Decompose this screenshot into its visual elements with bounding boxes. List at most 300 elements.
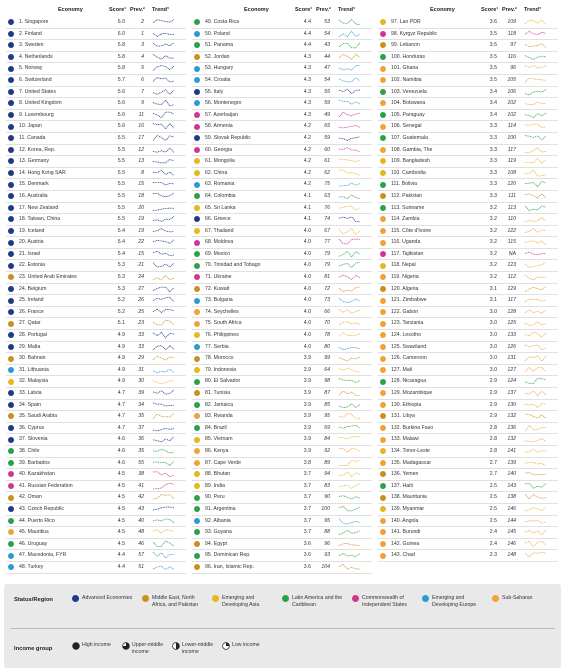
trend-sparkline-icon <box>524 366 548 374</box>
economy-name: 18. Taiwan, China <box>19 216 61 223</box>
score-value: 4.5 <box>117 505 125 512</box>
table-row <box>192 527 372 539</box>
prev-rank-value: 125 <box>507 320 516 327</box>
region-dot-icon <box>8 495 14 501</box>
score-header: Score¹ <box>295 7 313 13</box>
prev-rank-value: 6 <box>141 76 144 83</box>
table-row <box>6 237 186 249</box>
table-row <box>6 168 186 180</box>
score-value: 3.5 <box>489 76 497 83</box>
table-row <box>378 376 558 388</box>
trend-sparkline-icon <box>524 76 548 84</box>
prev-rank-value: 29 <box>138 355 144 362</box>
trend-sparkline-icon <box>152 447 176 455</box>
prev-rank-value: 79 <box>324 262 330 269</box>
prev-rank-value: 127 <box>507 366 516 373</box>
score-value: 3.7 <box>303 505 311 512</box>
table-row <box>378 272 558 284</box>
score-value: 5.8 <box>117 53 125 60</box>
trend-sparkline-icon <box>152 53 176 61</box>
score-value: 2.7 <box>489 459 497 466</box>
prev-rank-value: 99 <box>324 355 330 362</box>
score-value: 4.0 <box>303 332 311 339</box>
income-label: Low income <box>232 642 260 648</box>
table-row <box>6 295 186 307</box>
score-value: 3.6 <box>303 552 311 559</box>
prev-header: Prev.² <box>502 7 517 13</box>
ranking-rows <box>378 17 558 562</box>
economy-name: 90. Peru <box>205 494 225 501</box>
economy-name: 45. Mauritius <box>19 529 49 536</box>
score-value: 5.5 <box>117 169 125 176</box>
economy-name: 68. Moldova <box>205 239 234 246</box>
prev-rank-value: 138 <box>507 494 516 501</box>
region-dot-icon <box>380 216 386 222</box>
region-dot-icon <box>8 413 14 419</box>
economy-name: 30. Bahrain <box>19 355 46 362</box>
prev-rank-value: 89 <box>324 459 330 466</box>
table-row <box>6 133 186 145</box>
region-dot-icon <box>8 564 14 570</box>
trend-sparkline-icon <box>338 296 362 304</box>
economy-name: 54. Croatia <box>205 76 231 83</box>
region-dot-icon <box>380 112 386 118</box>
legend-dot-icon <box>142 595 149 602</box>
table-row <box>6 63 186 75</box>
table-row <box>192 191 372 203</box>
economy-name: 22. Estonia <box>19 262 45 269</box>
trend-sparkline-icon <box>152 134 176 142</box>
prev-rank-value: 136 <box>507 424 516 431</box>
score-value: 3.4 <box>489 88 497 95</box>
region-dot-icon <box>380 356 386 362</box>
prev-rank-value: 24 <box>138 274 144 281</box>
score-value: 2.4 <box>489 529 497 536</box>
economy-name: 117. Tajikistan <box>391 250 424 257</box>
prev-rank-value: 132 <box>507 413 516 420</box>
table-row <box>192 376 372 388</box>
table-row <box>6 307 186 319</box>
economy-name: 31. Lithuania <box>19 366 49 373</box>
table-row <box>192 330 372 342</box>
trend-sparkline-icon <box>152 424 176 432</box>
prev-rank-value: 57 <box>138 552 144 559</box>
economy-name: 47. Macedonia, FYR <box>19 552 67 559</box>
region-dot-icon <box>8 251 14 257</box>
trend-sparkline-icon <box>152 563 176 571</box>
prev-rank-value: 9 <box>141 100 144 107</box>
trend-sparkline-icon <box>524 18 548 26</box>
table-row <box>192 63 372 75</box>
score-value: 3.9 <box>303 413 311 420</box>
table-row <box>192 516 372 528</box>
score-value: 5.7 <box>117 76 125 83</box>
prev-rank-value: 16 <box>138 123 144 130</box>
score-value: 4.2 <box>303 123 311 130</box>
score-value: 4.1 <box>303 216 311 223</box>
trend-sparkline-icon <box>152 18 176 26</box>
table-row <box>192 237 372 249</box>
economy-name: 110. Cambodia <box>391 169 426 176</box>
score-value: 4.0 <box>303 262 311 269</box>
prev-rank-value: 62 <box>324 169 330 176</box>
trend-sparkline-icon <box>338 412 362 420</box>
income-circle-icon <box>122 642 130 650</box>
trend-sparkline-icon <box>524 134 548 142</box>
column-header <box>378 4 558 17</box>
table-row <box>192 17 372 29</box>
economy-name: 140. Angola <box>391 517 419 524</box>
region-dot-icon <box>194 356 200 362</box>
score-value: 4.3 <box>303 100 311 107</box>
prev-rank-value: 15 <box>138 181 144 188</box>
score-value: 3.2 <box>489 227 497 234</box>
table-row <box>6 469 186 481</box>
region-dot-icon <box>8 89 14 95</box>
prev-rank-value: 70 <box>324 320 330 327</box>
prev-rank-value: 100 <box>321 505 330 512</box>
trend-sparkline-icon <box>524 447 548 455</box>
trend-sparkline-icon <box>152 122 176 130</box>
table-row <box>192 284 372 296</box>
table-row <box>6 284 186 296</box>
economy-name: 58. Armenia <box>205 123 233 130</box>
prev-rank-value: 63 <box>324 192 330 199</box>
prev-rank-value: 66 <box>324 308 330 315</box>
table-row <box>378 504 558 516</box>
region-dot-icon <box>380 66 386 72</box>
prev-rank-value: 51 <box>138 563 144 570</box>
trend-sparkline-icon <box>524 215 548 223</box>
economy-name: 3. Sweden <box>19 42 44 49</box>
economy-name: 73. Bulgaria <box>205 297 233 304</box>
trend-sparkline-icon <box>524 204 548 212</box>
prev-rank-value: 12 <box>138 146 144 153</box>
economy-name: 49. Costa Rica <box>205 19 240 25</box>
prev-rank-value: 92 <box>324 447 330 454</box>
score-value: 3.9 <box>303 436 311 443</box>
economy-name: 64. Colombia <box>205 192 236 199</box>
trend-sparkline-icon <box>524 88 548 96</box>
legend-label: Emerging and Developing Asia <box>222 595 260 608</box>
region-dot-icon <box>194 19 200 25</box>
legend-dot-icon <box>352 595 359 602</box>
prev-rank-value: 109 <box>507 19 516 25</box>
economy-name: 1. Singapore <box>19 19 49 25</box>
prev-header: Prev.² <box>316 7 331 13</box>
region-dot-icon <box>380 402 386 408</box>
prev-rank-value: 5 <box>141 65 144 72</box>
trend-sparkline-icon <box>338 563 362 571</box>
prev-rank-value: 146 <box>507 540 516 547</box>
region-dot-icon <box>194 321 200 327</box>
table-row <box>192 539 372 551</box>
region-dot-icon <box>380 460 386 466</box>
score-value: 3.9 <box>303 447 311 454</box>
table-row <box>192 121 372 133</box>
economy-name: 43. Czech Republic <box>19 505 64 512</box>
score-value: 2.8 <box>489 424 497 431</box>
prev-rank-value: 130 <box>507 401 516 408</box>
legend-divider <box>10 628 555 629</box>
score-value: 4.5 <box>117 471 125 478</box>
table-row <box>192 52 372 64</box>
score-value: 4.0 <box>303 250 311 257</box>
region-dot-icon <box>380 529 386 535</box>
economy-name: 44. Puerto Rico <box>19 517 55 524</box>
prev-rank-value: 87 <box>324 390 330 396</box>
trend-sparkline-icon <box>524 319 548 327</box>
prev-rank-value: 30 <box>138 378 144 385</box>
prev-rank-value: 69 <box>324 424 330 431</box>
legend-dot-icon <box>492 595 499 602</box>
trend-sparkline-icon <box>152 192 176 200</box>
score-value: 4.0 <box>303 239 311 246</box>
region-dot-icon <box>380 228 386 234</box>
score-value: 3.2 <box>489 216 497 223</box>
economy-name: 123. Tanzania <box>391 320 424 327</box>
column-header <box>192 4 372 17</box>
table-row <box>6 365 186 377</box>
region-dot-icon <box>194 240 200 246</box>
score-value: 4.7 <box>117 401 125 408</box>
legend-label: Latin America and the Caribbean <box>292 595 343 608</box>
region-dot-icon <box>194 124 200 130</box>
trend-sparkline-icon <box>152 261 176 269</box>
table-row <box>378 179 558 191</box>
table-row <box>6 539 186 551</box>
region-dot-icon <box>194 31 200 37</box>
table-row <box>192 272 372 284</box>
region-dot-icon <box>380 437 386 443</box>
score-value: 2.8 <box>489 436 497 443</box>
legend-dot-icon <box>282 595 289 602</box>
table-row <box>378 284 558 296</box>
table-row <box>192 214 372 226</box>
trend-sparkline-icon <box>152 169 176 177</box>
trend-sparkline-icon <box>338 250 362 258</box>
prev-rank-value: 132 <box>507 436 516 443</box>
region-dot-icon <box>8 228 14 234</box>
economy-header: Economy <box>430 7 455 13</box>
economy-name: 107. Guatemala <box>391 134 428 141</box>
table-row <box>6 434 186 446</box>
table-row <box>192 98 372 110</box>
economy-name: 98. Kyrgyz Republic <box>391 30 438 37</box>
score-value: 5.5 <box>117 181 125 188</box>
trend-sparkline-icon <box>524 540 548 548</box>
economy-name: 120. Algeria <box>391 285 419 292</box>
trend-sparkline-icon <box>524 273 548 281</box>
table-row <box>378 446 558 458</box>
trend-sparkline-icon <box>152 540 176 548</box>
prev-rank-value: 54 <box>324 30 330 37</box>
prev-rank-value: 27 <box>138 285 144 292</box>
prev-rank-value: 118 <box>507 30 516 37</box>
prev-rank-value: 44 <box>324 53 330 60</box>
trend-sparkline-icon <box>338 99 362 107</box>
region-dot-icon <box>380 506 386 512</box>
trend-sparkline-icon <box>152 331 176 339</box>
region-dot-icon <box>380 286 386 292</box>
prev-rank-value: 102 <box>507 111 516 118</box>
score-value: 3.0 <box>489 308 497 315</box>
trend-sparkline-icon <box>524 250 548 258</box>
trend-sparkline-icon <box>524 64 548 72</box>
economy-name: 74. Seychelles <box>205 308 239 315</box>
legend-label: Middle East, North Africa, and Pakistan <box>152 595 199 608</box>
prev-rank-value: 80 <box>324 343 330 350</box>
score-value: 4.7 <box>117 424 125 431</box>
table-row <box>192 156 372 168</box>
economy-name: 91. Argentina <box>205 505 236 512</box>
region-dot-icon <box>194 309 200 315</box>
table-row <box>6 29 186 41</box>
trend-sparkline-icon <box>338 134 362 142</box>
trend-sparkline-icon <box>524 412 548 420</box>
score-value: 3.4 <box>489 100 497 107</box>
score-value: 4.4 <box>117 552 125 559</box>
trend-sparkline-icon <box>524 238 548 246</box>
score-value: 5.6 <box>117 100 125 107</box>
score-value: 5.6 <box>117 88 125 95</box>
economy-name: 139. Myanmar <box>391 505 425 512</box>
score-value: 4.9 <box>117 355 125 362</box>
score-value: 2.9 <box>489 390 497 396</box>
trend-sparkline-icon <box>338 215 362 223</box>
prev-rank-value: 75 <box>324 181 330 188</box>
prev-rank-value: 64 <box>324 366 330 373</box>
prev-rank-value: 120 <box>507 181 516 188</box>
trend-sparkline-icon <box>338 354 362 362</box>
economy-name: 62. China <box>205 169 228 176</box>
score-value: 5.3 <box>117 262 125 269</box>
table-row <box>378 110 558 122</box>
economy-header: Economy <box>58 7 83 13</box>
score-value: 3.4 <box>489 111 497 118</box>
prev-rank-value: 95 <box>324 517 330 524</box>
region-dot-icon <box>8 379 14 385</box>
economy-name: 42. Oman <box>19 494 42 501</box>
prev-rank-value: 35 <box>138 447 144 454</box>
table-row <box>6 411 186 423</box>
trend-sparkline-icon <box>152 88 176 96</box>
prev-rank-value: 124 <box>507 378 516 385</box>
prev-rank-value: 77 <box>324 239 330 246</box>
prev-rank-value: 42 <box>138 494 144 501</box>
score-value: 3.2 <box>489 250 497 257</box>
table-row <box>6 260 186 272</box>
table-row <box>6 550 186 562</box>
prev-rank-value: 95 <box>324 413 330 420</box>
table-row <box>378 342 558 354</box>
economy-name: 121. Zimbabwe <box>391 297 427 304</box>
prev-rank-value: NA <box>508 250 516 257</box>
region-dot-icon <box>8 42 14 48</box>
prev-rank-value: 145 <box>507 529 516 536</box>
trend-sparkline-icon <box>338 238 362 246</box>
economy-name: 92. Albania <box>205 517 231 524</box>
region-dot-icon <box>194 228 200 234</box>
region-dot-icon <box>194 135 200 141</box>
score-value: 4.0 <box>303 308 311 315</box>
score-value: 4.9 <box>117 332 125 339</box>
economy-name: 102. Namibia <box>391 76 422 83</box>
score-value: 5.2 <box>117 308 125 315</box>
trend-sparkline-icon <box>338 505 362 513</box>
region-dot-icon <box>194 274 200 280</box>
region-dot-icon <box>194 367 200 373</box>
income-label: High income <box>82 642 111 648</box>
table-row <box>6 342 186 354</box>
region-dot-icon <box>8 31 14 37</box>
prev-rank-value: 25 <box>138 308 144 315</box>
economy-name: 100. Honduras <box>391 53 426 60</box>
region-dot-icon <box>8 286 14 292</box>
region-dot-icon <box>194 54 200 60</box>
region-dot-icon <box>8 356 14 362</box>
region-dot-icon <box>194 495 200 501</box>
region-dot-icon <box>8 332 14 338</box>
economy-name: 27. Qatar <box>19 320 41 327</box>
economy-name: 23. United Arab Emirates <box>19 274 77 281</box>
trend-sparkline-icon <box>524 424 548 432</box>
region-dot-icon <box>380 158 386 164</box>
economy-name: 57. Azerbaijan <box>205 111 238 118</box>
table-row <box>6 272 186 284</box>
region-dot-icon <box>380 448 386 454</box>
economy-name: 83. Rwanda <box>205 413 233 420</box>
table-row <box>192 550 372 562</box>
economy-name: 59. Slovak Republic <box>205 134 251 141</box>
region-dot-icon <box>380 147 386 153</box>
region-dot-icon <box>380 495 386 501</box>
region-dot-icon <box>8 147 14 153</box>
legend-dot-icon <box>422 595 429 602</box>
economy-name: 20. Austria <box>19 239 44 246</box>
economy-name: 36. Cyprus <box>19 424 45 431</box>
region-dot-icon <box>194 251 200 257</box>
trend-sparkline-icon <box>152 215 176 223</box>
economy-name: 60. Georgia <box>205 146 233 153</box>
region-dot-icon <box>8 553 14 559</box>
prev-rank-value: 113 <box>507 204 516 211</box>
score-value: 5.5 <box>117 192 125 199</box>
region-dot-icon <box>194 182 200 188</box>
region-dot-icon <box>8 298 14 304</box>
region-dot-icon <box>380 182 386 188</box>
table-row <box>192 504 372 516</box>
prev-rank-value: 96 <box>510 65 516 72</box>
table-row <box>6 156 186 168</box>
table-row <box>6 87 186 99</box>
region-dot-icon <box>380 205 386 211</box>
prev-rank-value: 33 <box>138 332 144 339</box>
trend-sparkline-icon <box>152 435 176 443</box>
trend-sparkline-icon <box>338 122 362 130</box>
trend-sparkline-icon <box>152 296 176 304</box>
economy-name: 71. Ukraine <box>205 274 232 281</box>
economy-name: 51. Panama <box>205 42 233 49</box>
table-row <box>378 214 558 226</box>
table-row <box>6 75 186 87</box>
economy-name: 25. Ireland <box>19 297 44 304</box>
trend-sparkline-icon <box>152 76 176 84</box>
economy-name: 130. Ethiopia <box>391 401 422 408</box>
trend-sparkline-icon <box>152 41 176 49</box>
region-dot-icon <box>380 54 386 60</box>
economy-name: 104. Botswana <box>391 100 426 107</box>
